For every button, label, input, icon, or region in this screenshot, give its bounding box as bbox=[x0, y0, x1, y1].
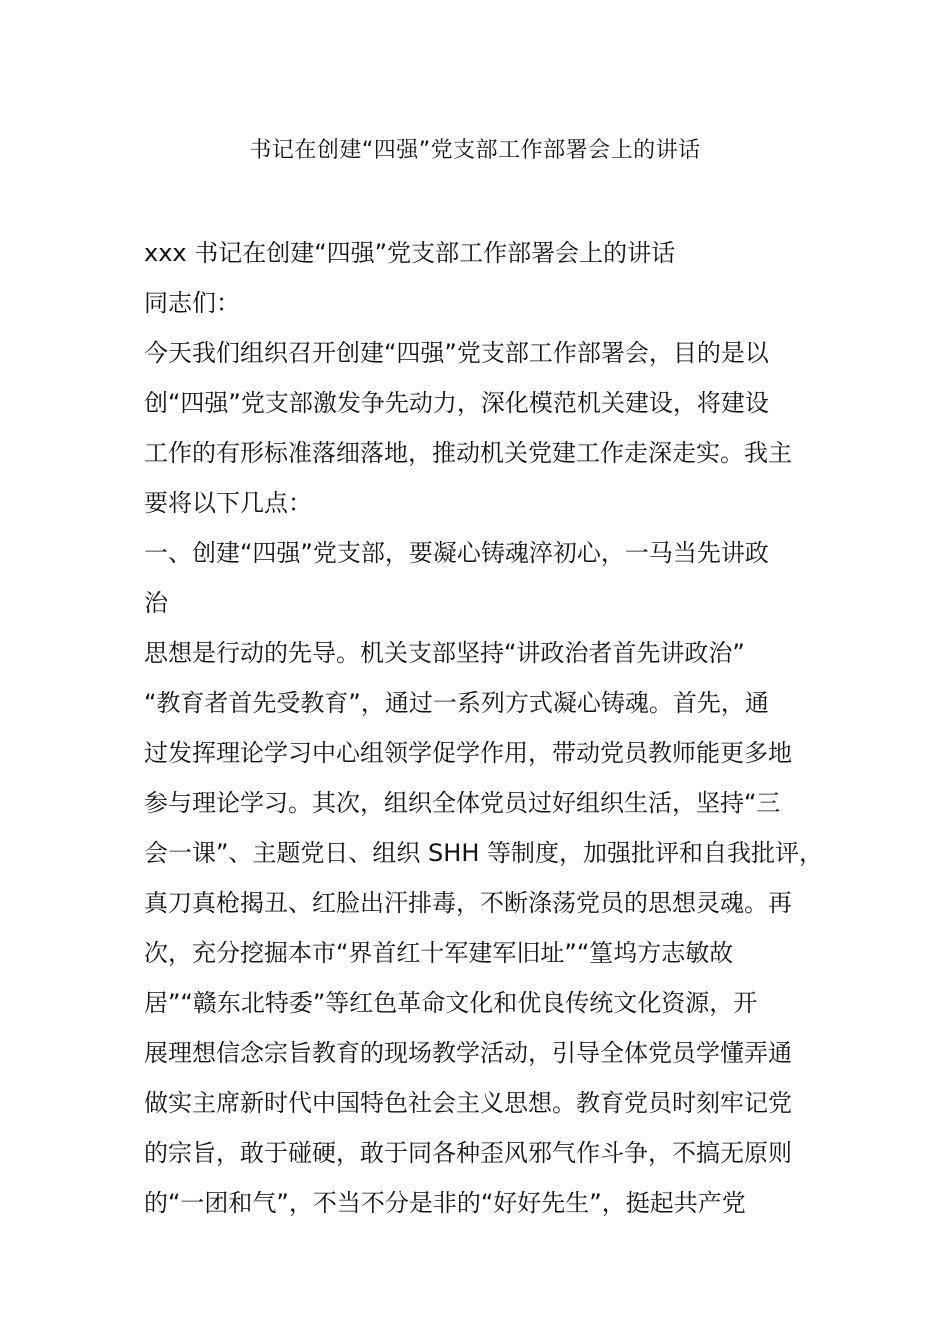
body-line: xxx 书记在创建“四强”党支部工作部署会上的讲话 bbox=[144, 239, 676, 267]
body-line: 的宗旨，敢于碰硬，敢于同各种歪风邪气作斗争，不搞无原则 bbox=[144, 1139, 792, 1167]
body-line: 展理想信念宗旨教育的现场教学活动，引导全体党员学懂弄通 bbox=[144, 1039, 792, 1067]
document-title: 书记在创建“四强”党支部工作部署会上的讲话 bbox=[249, 138, 701, 163]
body-line: 今天我们组织召开创建“四强”党支部工作部署会，目的是以 bbox=[144, 339, 769, 367]
document-body bbox=[144, 228, 824, 1228]
body-line: 次，充分挖掘本市“界首红十军建军旧址”“篁坞方志敏故 bbox=[144, 939, 734, 967]
body-line: 居”“赣东北特委”等红色革命文化和优良传统文化资源，开 bbox=[144, 989, 758, 1017]
body-line: 思想是行动的先导。机关支部坚持“讲政治者首先讲政治” bbox=[144, 639, 745, 667]
body-line: 创“四强”党支部激发争先动力，深化模范机关建设，将建设 bbox=[144, 389, 769, 417]
body-line: 会一课”、主题党日、组织 SHH 等制度，加强批评和自我批评， bbox=[144, 839, 824, 867]
section-heading-line: 治 bbox=[144, 589, 168, 617]
body-line: 真刀真枪揭丑、红脸出汗排毒，不断涤荡党员的思想灵魂。再 bbox=[144, 889, 792, 917]
body-line: 同志们： bbox=[144, 289, 240, 317]
body-line: “教育者首先受教育”，通过一系列方式凝心铸魂。首先，通 bbox=[144, 689, 769, 717]
body-line: 做实主席新时代中国特色社会主义思想。教育党员时刻牢记党 bbox=[144, 1089, 792, 1117]
body-line: 工作的有形标准落细落地，推动机关党建工作走深走实。我主 bbox=[144, 439, 792, 467]
body-line: 要将以下几点： bbox=[144, 489, 312, 517]
body-line: 的“一团和气”，不当不分是非的“好好先生”，挺起共产党 bbox=[144, 1189, 746, 1217]
section-heading-line: 一、创建“四强”党支部，要凝心铸魂淬初心，一马当先讲政 bbox=[144, 539, 769, 567]
body-line: 过发挥理论学习中心组领学促学作用，带动党员教师能更多地 bbox=[144, 739, 792, 767]
body-line: 参与理论学习。其次，组织全体党员过好组织生活，坚持“三 bbox=[144, 789, 781, 817]
